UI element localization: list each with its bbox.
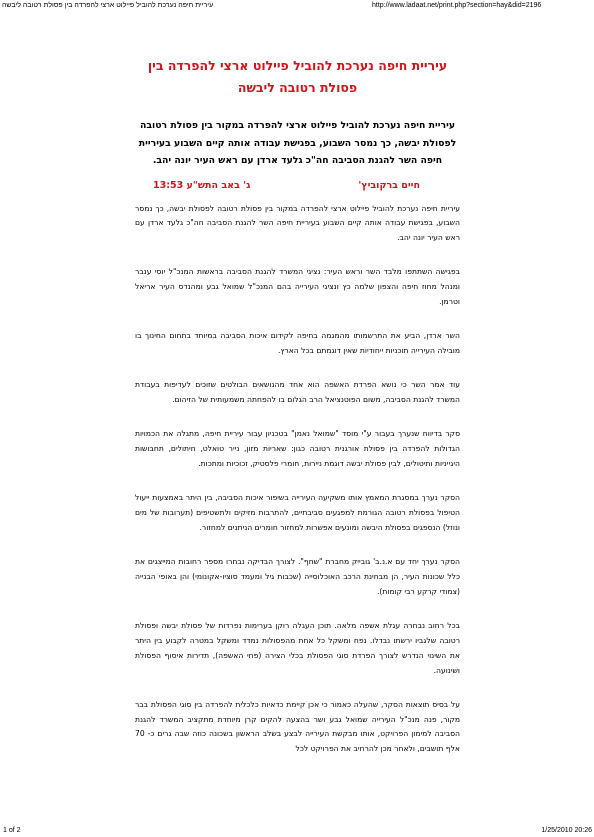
article-paragraph: סקר בדיווח שנערך בעבור ע"י מוסד "שמואל נאמן" בטכניון עבור עיריית חיפה, מתגלה את הכמויות הגדולות להפרדה בין פסולת אורגנית רטובה כגון: שאריות מזון, נייר טואלט, חיתולים, תחבושות היגייניות ותיטולים, לבין פסולת יבשה דוגמת ניירות, חומרי פלסטיק, זכוכיות ומתכות. [135, 429, 460, 469]
article-headline: עיריית חיפה נערכת להוביל פיילוט ארצי להפרדה בין פסולת רטובה ליבשה [147, 58, 448, 95]
print-datetime: 1/25/2010 20:26 [541, 827, 592, 834]
article-paragraph: בפגישה השתתפו מלבד השר וראש העיר: נציגי המשרד להגנת הסביבה בראשות המנכ"ל יוסי ענבר ומנהל מחוז חיפה והצפון שלמה כץ ונציגי העירייה בהם המנכ"ל שמואל גבע ומהנדס העיר אריאל וטרמן. [135, 267, 460, 306]
article-paragraph: על בסיס תוצאות הסקר, שהעלה כאמור כי אכן קיימת כדאיות כלכלית להפרדה בין סוגי הפסולת בבר מקור, פנה מנכ"ל העירייה שמואל גבע ושר בהצעה להקים קרן מיוחדת מתקציב המשרד להגנת הסביבה למימון הפרויקט, אותו מבקשת העירייה לבצע בשלב הראשון בשכונה כוזה שבה גרים כ- 70 אלף תושבים, ולאחר מכן להרחיב את הפרויקט לכל [135, 699, 460, 754]
article-lead: עיריית חיפה נערכת להוביל פיילוט ארצי להפרדה במקור בין פסולת רטובה לפסולת יבשה, כך נמסר השבוע, בפגישת עבודה אותה קיים השבוע בעיריית חיפה השר להגנת הסביבה חה"כ גלעד ארדן עם ראש העיר יונה יהב. [138, 120, 457, 166]
article-paragraph: הסקר נערך יחד עם א.נ.ב' גובייק מחברת "שחף". לצורך הבדיקה נבחרו מספר רחובות המייצגים את כלל שכונות העיר, הן מבחינת הרכב האוכלוסייה (שכבות גיל ומעמד סוציו-אקונומי) והן באופי הבנייה (צמודי קרקע רבי קומות). [135, 557, 460, 596]
page-number: 1 of 2 [3, 827, 21, 834]
article [135, 55, 460, 777]
article-paragraph: הסקר נערך במסגרת המאמץ אותו משקיעה העירייה בשיפור איכות הסביבה, בין היתר באמצעות ייעול הטיפול בפסולת רטובה הגורמת למפגעים סביבתיים, להתרבות מזיקים ולתשטיפים (תערובות של מים ונוזל) הנספגים בפסולת היבשה ומונעים אפשרות למחזור חומרים הניתנים למחזור. [135, 493, 460, 532]
article-date: ג' באב התש"ע 13:53 [153, 179, 251, 191]
print-footer [0, 825, 594, 837]
article-paragraph: השר ארדן, הביע את התרשמותו מהמגמה בחיפה לקידום איכות הסביבה במיוחד בתחום החינוך בו מובילה העירייה תוכניות ייחודיות שאין דוגמתם בכל הארץ. [135, 331, 460, 356]
article-author: חיים ברקוביץ' [358, 179, 420, 191]
article-byline [135, 176, 460, 196]
article-paragraph: בכל רחוב נבחרה עגלת אשפה מלאה. תוכן העגלה רוקן בערימות נפרדות של פסולת יבשה ופסולת רטובה שלגביו ירשתו נבדלו. נפח ומשקל כל אחת מהפסולות נמדד ומשקל במטרה לקבוע בין היתר את השינוי הנדרש לצורך הפרדת סוגי הפסולת בכלי הצירה (פחי האשפה), תדירות איסוף הפסולת ושינועה. [135, 621, 460, 675]
article-paragraph: עוד אמר השר כי נושא הפרדת האשפה הוא אחד מהנושאים הבולטים שזוכים לעדיפות בעבודת המשרד להגנת הסביבה, משום הפוטנציאל הרב הגלום בו להפחתה משמעותית של הזיהום. [135, 380, 460, 405]
article-paragraph: עיריית חיפה נערכת להוביל פיילוט ארצי להפרדה במקור בין פסולת רטובה לפסולת יבשה, כך נמסר השבוע, בפגישת עבודה אותה קיים השבוע בעיריית חיפה השר להגנת הסביבה חה"כ גלעד ארדן עם ראש העיר יונה יהב. [135, 203, 460, 243]
print-header [0, 0, 594, 12]
print-header-title: עיריית חיפה נערכת להוביל פיילוט ארצי להפרדה בין פסולת רטובה ליבשה [2, 2, 214, 9]
print-header-url: http://www.ladaat.net/print.php?section=hay&did=2196 [372, 2, 542, 9]
